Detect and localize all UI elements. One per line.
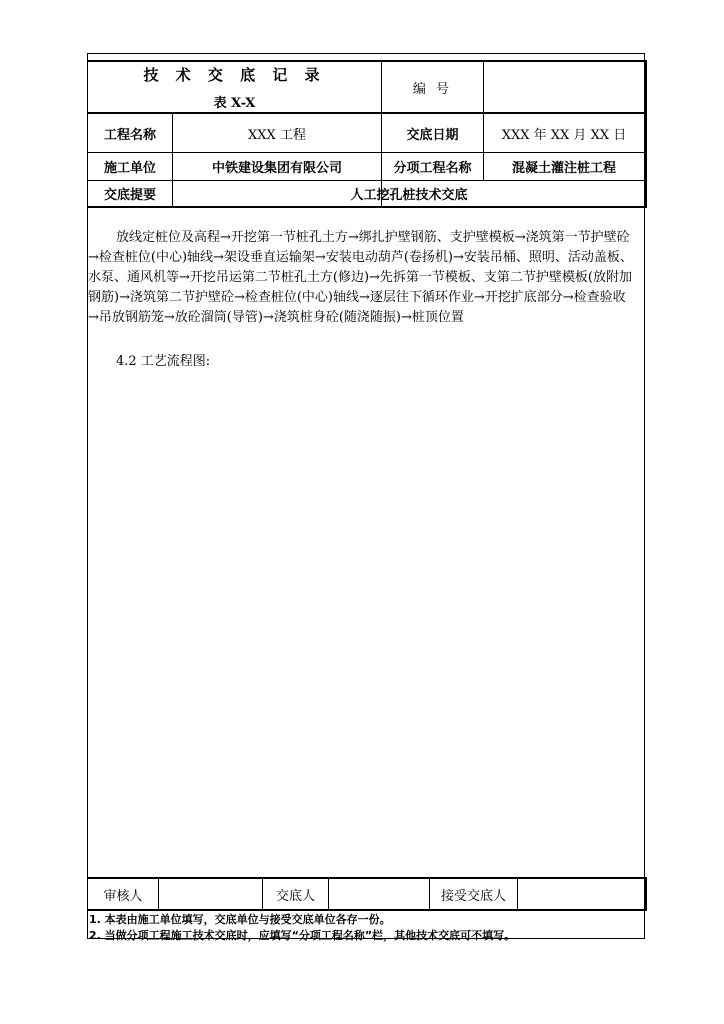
form-edge [645,60,647,207]
project-name-label: 工程名称 [103,127,156,143]
summary-label: 交底提要 [103,188,156,203]
receiver-label: 接受交底人 [440,888,506,904]
note-item: 2. 当做分项工程施工技术交底时，应填写“分项工程名称”栏，其他技术交底可不填写。 [89,929,516,942]
note-item: 1. 本表由施工单位填写，交底单位与接受交底单位各存一份。 [89,913,391,926]
divider [87,206,647,208]
table-code: 表 X-X [213,95,256,111]
sub-project-value[interactable]: 混凝土灌注桩工程 [511,161,616,176]
receiver-field[interactable] [518,879,644,909]
form-edge [645,878,647,911]
date-value[interactable]: XXX 年 XX 月 XX 日 [501,127,627,143]
reviewer-field[interactable] [159,879,262,909]
presenter-field[interactable] [329,879,429,909]
project-name-value[interactable]: XXX 工程 [248,127,306,143]
unit-value[interactable]: 中铁建设集团有限公司 [211,161,342,176]
number-field[interactable] [484,62,644,112]
sub-project-label: 分项工程名称 [393,161,472,176]
process-paragraph: 放线定桩位及高程→开挖第一节桩孔土方→绑扎护壁钢筋、支护壁模板→浇筑第一节护壁砼→检查桩位(中心)轴线→架设垂直运输架→安装电动葫芦(卷扬机)→安装吊桶、照明、活动盖板、水泵、通风机等→开挖吊运第二节桩孔土方(修边)→先拆第一节模板、支第二节护壁模板(放附加钢筋)→浇筑第二节护壁砼→检查桩位(中心)轴线→逐层往下循环作业→开挖扩底部分→检查验收→吊放钢筋笼→放砼溜筒(导管)→浇筑桩身砼(随浇随振)→桩顶位置 [88,230,633,325]
flowchart-heading: 4.2 工艺流程图: [116,354,211,369]
form-title: 技 术 交 底 记 录 [143,65,326,84]
reviewer-label: 审核人 [103,888,143,904]
unit-label: 施工单位 [103,161,156,176]
date-label: 交底日期 [406,127,459,143]
summary-value[interactable]: 人工挖孔桩技术交底 [350,188,468,203]
presenter-label: 交底人 [275,888,315,904]
number-label: 编 号 [412,81,453,97]
